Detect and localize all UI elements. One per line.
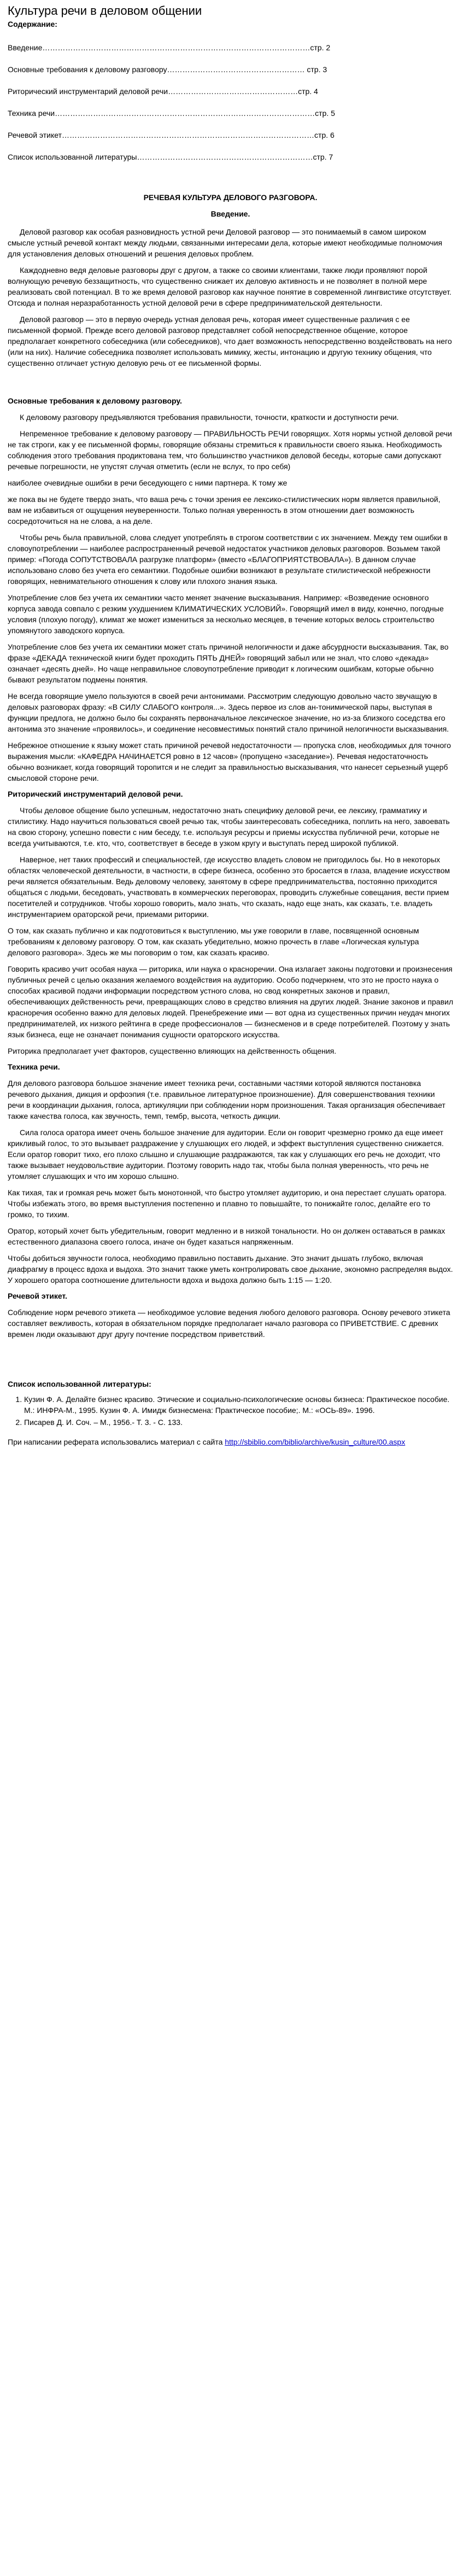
- requirements-paragraph: Небрежное отношение к языку может стать причиной речевой недостаточности — пропуска слов, необходимых для точного выражения мысли: «КАФЕДРА НАЧИНАЕТСЯ ровно в 12 часов» (пропущено «заседание»). Речевая недостаточность обычно возникает, когда говорящий торопится и не следит за правильностью высказывания, что нанесет серьезный ущерб смысловой стороне речи.: [8, 741, 451, 782]
- rhetoric-heading: Риторический инструментарий деловой речи.: [8, 790, 183, 798]
- requirements-paragraph: же пока вы не будете твердо знать, что ваша речь с точки зрения ее лексико-стилистических норм является правильной, вам не избавиться от ощущения неуверенности. Только полная уверенность в этом отношении дает возможность сосредоточиться на не слова, а на деле.: [8, 495, 441, 525]
- etiquette-paragraph: Соблюдение норм речевого этикета — необходимое условие ведения любого делового разговора. Основу речевого этикета составляет вежливость, которая в обязательном порядке предполагает начало разговора со ПРИВЕТСТВИЕ. С древних времен люди оказывают друг другу почтение посредством приветствий.: [8, 1308, 450, 1339]
- technique-paragraph: Для делового разговора большое значение имеет техника речи, составными частями которой являются постановка речевого дыхания, дикция и орфоэпия (т.е. правильное литературное произношение). Для совершенствования техники речи в координации дыхания, голоса, артикуляции при соблюдении норм произношения. Такая организация обеспечивает также качества голоса, как звучность, темп, тембр, высота, четкость дикции.: [8, 1079, 446, 1120]
- technique-paragraph: Оратор, который хочет быть убедительным, говорит медленно и в низкой тональности. Но он должен оставаться в рамках естественного диапазона своего голоса, иначе он будет казаться напряженным.: [8, 1226, 446, 1246]
- rhetoric-paragraph: Риторика предполагает учет факторов, существенно влияющих на действенность общения.: [8, 1047, 337, 1055]
- rhetoric-paragraph: Наверное, нет таких профессий и специальностей, где искусство владеть словом не пригодилось бы. Но в некоторых областях человеческой деятельности, в частности, в сфере бизнеса, особенно это бросается в глаза, владение искусством речи является обязательным. Ведь деловому человеку, занятому в сфере предпринимательства, постоянно приходится общаться с людьми, беседовать, участвовать в коммерческих переговорах, проводить служебные совещания, вести прием посетителей и сотрудников. Чтобы хорошо говорить, мало знать, что сказать, надо еще знать, как сказать, т.е. владеть инструментарием ораторской речи, приемами риторики.: [8, 855, 450, 919]
- requirements-paragraph: Чтобы речь была правильной, слова следует употреблять в строгом соответствии с их значением. Между тем ошибки в словоупотреблении — наиболее распространенный речевой недостаток участников деловых разговоров. Возьмем такой пример: «Погода СОПУТСТВОВАЛА разгрузке платформ» (вместо «БЛАГОПРИЯТСТВОВАЛА»). В данном случае использовано слово без учета его семантики. Подобные ошибки возникают в результате стилистической небрежности говорящих, невнимательного отношения к слову или плохого знания языка.: [8, 533, 448, 586]
- intro-paragraph: Деловой разговор как особая разновидность устной речи Деловой разговор — это понимаемый в самом широком смысле устный речевой контакт между людьми, связанными интересами дела, которые имеют необходимые полномочия для установления деловых отношений и решения деловых проблем.: [8, 227, 442, 258]
- rhetoric-paragraph: О том, как сказать публично и как подготовиться к выступлению, мы уже говорили в главе, посвященной основным требованиям к деловому разговору. О том, как сказать убедительно, можно прочесть в главе «Логическая культура делового разговора». Здесь же мы поговорим о том, как сказать красиво.: [8, 926, 419, 957]
- toc-heading: Содержание:: [8, 20, 57, 28]
- intro-title: РЕЧЕВАЯ КУЛЬТУРА ДЕЛОВОГО РАЗГОВОРА.: [143, 193, 318, 202]
- toc-link-rhetoric[interactable]: Риторический инструментарий деловой речи……………………………………………стр. 4: [8, 87, 318, 96]
- requirements-paragraph: Употребление слов без учета их семантики может стать причиной нелогичности и даже абсурдности высказывания. Так, во фразе «ДЕКАДА технической книги будет проходить ПЯТЬ ДНЕЙ» говорящий забыл или не знал, что слово «декада» означает «десять дней». Но чаще неправильное словоупотребление приводит к логическим ошибкам, которые обычно бывают результатом подмены понятия.: [8, 642, 449, 684]
- technique-paragraph: Сила голоса оратора имеет очень большое значение для аудитории. Если он говорит чрезмерно громко да еще имеет крикливый голос, то это вызывает раздражение у слушающих его людей, и эффект выступления существенно снижается. Если оратор говорит тихо, его плохо слышно и слушающие раздражаются, так как у слушающих его речь не доходит, что также вызывает неудовольствие аудитории. Поэтому говорить надо так, чтобы была полная уверенность, что речь не утомляет слушающих и что им хорошо слышно.: [8, 1128, 444, 1181]
- references-heading: Список использованной литературы:: [8, 1380, 151, 1388]
- document-title: Культура речи в деловом общении: [8, 4, 202, 17]
- toc-link-technique[interactable]: Техника речи…………………………………………………………………………………………стр. 5: [8, 109, 335, 118]
- etiquette-heading: Речевой этикет.: [8, 1292, 67, 1300]
- requirements-paragraph: Непременное требование к деловому разговору — ПРАВИЛЬНОСТЬ РЕЧИ говорящих. Хотя нормы устной деловой речи не так строги, как у ее письменной формы, говорящие обязаны стремиться к правильности своего языка. Необходимость соблюдения этого требования продиктована тем, что большинство участников деловой беседы, которые сами допускают речевые погрешности, не упустят случая отметить (если не вслух, то про себя): [8, 429, 452, 471]
- technique-heading: Техника речи.: [8, 1062, 60, 1071]
- requirements-paragraph: К деловому разговору предъявляются требования правильности, точности, краткости и доступности речи.: [20, 413, 399, 422]
- intro-paragraph: Каждодневно ведя деловые разговоры друг с другом, а также со своими клиентами, также люди проявляют порой волнующую речевую беззащитность, что существенно снижает их деловую активность и не позволяет в полной мере реализовать свой потенциал. В то же время деловой разговор как научное понятие в современной лингвистике отсутствует. Отсюда и полная неразработанность устной деловой речи в сфере предпринимательской деятельности.: [8, 266, 452, 307]
- reference-item: 1. Кузин Ф. А. Делайте бизнес красиво. Этические и социально-психологические основы бизнеса: Практическое пособие. М.: ИНФРА-М., 1995. Кузин Ф. А. Имидж бизнесмена: Практическое пособие;. М.: «ОСЬ-89». 1996.: [24, 1394, 453, 1416]
- source-prefix: При написании реферата использовались материал с сайта: [8, 1438, 225, 1446]
- table-of-contents: [8, 43, 453, 162]
- technique-paragraph: Чтобы добиться звучности голоса, необходимо правильно поставить дыхание. Это значит дышать глубоко, включая диафрагму в процесс вдоха и выдоха. Это значит также уметь контролировать свое дыхание, экономно распределяя выдох. У хорошего оратора соотношение длительности вдоха и выдоха должно быть 1:15 — 1:20.: [8, 1254, 453, 1284]
- source-note: [8, 1436, 453, 1447]
- requirements-paragraph: Не всегда говорящие умело пользуются в своей речи антонимами. Рассмотрим следующую довольно часто звучащую в деловых разговорах фразу: «В СИЛУ СЛАБОГО контроля...». Здесь первое из слов ан-тонимической пары, выступая в функции предлога, не должно было бы сохранять первоначальное лексическое значение, но из-за близкого соседства его антонима это значение «проявилось», и соединение несовместимых понятий стало причиной нелогичности высказывания.: [8, 692, 449, 733]
- references-list: [8, 1394, 453, 1428]
- rhetoric-paragraph: Чтобы деловое общение было успешным, недостаточно знать специфику деловой речи, ее лексику, грамматику и стилистику. Надо научиться пользоваться своей речью так, чтобы заинтересовать собеседника, поплить на него, завоевать на свою сторону, успешно повести с ним беседу, т.е. используя ресурсы и приемы искусства публичной речи, которые не всегда учитываются, т.е. кто, что, соответствует в беседе в узком кругу и выступать перед широкой публикой.: [8, 806, 450, 848]
- document-page: [8, 0, 453, 1447]
- toc-item[interactable]: [8, 131, 453, 140]
- intro-paragraph: Деловой разговор — это в первую очередь устная деловая речь, которая имеет существенные различия с ее письменной формой. Прежде всего деловой разговор представляет собой непосредственное общение, которое предполагает конкретного собеседника (или собеседников), что дает возможность непосредственно воздействовать на него (или на них). Наличие собеседника позволяет использовать мимику, жесты, интонацию и другую технику общения, что существенно отличает устную деловую речь от ее письменной формы.: [8, 315, 452, 367]
- intro-subtitle: Введение.: [210, 209, 250, 218]
- requirements-paragraph: наиболее очевидные ошибки в речи беседующего с ними партнера. К тому же: [8, 478, 288, 487]
- toc-item[interactable]: [8, 65, 453, 74]
- toc-item[interactable]: [8, 87, 453, 96]
- reference-item: 2. Писарев Д. И. Соч. – М., 1956.- Т. 3. - С. 133.: [24, 1417, 453, 1428]
- technique-paragraph: Как тихая, так и громкая речь может быть монотонной, что быстро утомляет аудиторию, и она перестает слушать оратора. Чтобы избежать этого, во время выступления постепенно и плавно то повышайте, то понижайте голос, делайте его то громко, то тихим.: [8, 1188, 447, 1219]
- toc-link-intro[interactable]: Введение……………………………………………………………………………………………стр. 2: [8, 43, 331, 52]
- toc-item[interactable]: [8, 109, 453, 118]
- source-link[interactable]: http://sbiblio.com/biblio/archive/kusin_culture/00.aspx: [225, 1438, 406, 1446]
- toc-item[interactable]: [8, 43, 453, 52]
- toc-link-etiquette[interactable]: Речевой этикет………………………………………………………………………………………стр. 6: [8, 131, 335, 139]
- toc-link-references[interactable]: Список использованной литературы……………………………………………………………стр. 7: [8, 153, 333, 161]
- requirements-paragraph: Употребление слов без учета их семантики часто меняет значение высказывания. Например: «Возведение основного корпуса завода совпало с резким ухудшением КЛИМАТИЧЕСКИХ УСЛОВИЙ». Говорящий имел в виду, конечно, погодные условия (плохую погоду), климат же может измениться за несколько месяцев, в течение которых велось строительство упомянутого заводского корпуса.: [8, 593, 444, 635]
- toc-link-requirements[interactable]: Основные требования к деловому разговору……………………………………………… стр. 3: [8, 65, 327, 74]
- rhetoric-paragraph: Говорить красиво учит особая наука — риторика, или наука о красноречии. Она излагает законы подготовки и произнесения публичных речей с целью оказания желаемого воздействия на аудиторию. Особо подчеркнем, что это не просто наука о способах красивой подачи информации посредством устного слова, но свод конкретных законов и правил, обеспечивающих действенность речи, превращающих слово в средство влияния на других людей. Знание законов и правил красноречия особенно важно для деловых людей. Пренебрежение ими — вот одна из существенных причин неудач многих предпринимателей, их низкого рейтинга в среде профессионалов — бизнесменов и в среде потребителей. Поэтому у знать язык бизнеса, еще не означает понимания сущности ораторского искусства.: [8, 965, 453, 1039]
- toc-item[interactable]: [8, 153, 453, 162]
- requirements-heading: Основные требования к деловому разговору.: [8, 396, 182, 405]
